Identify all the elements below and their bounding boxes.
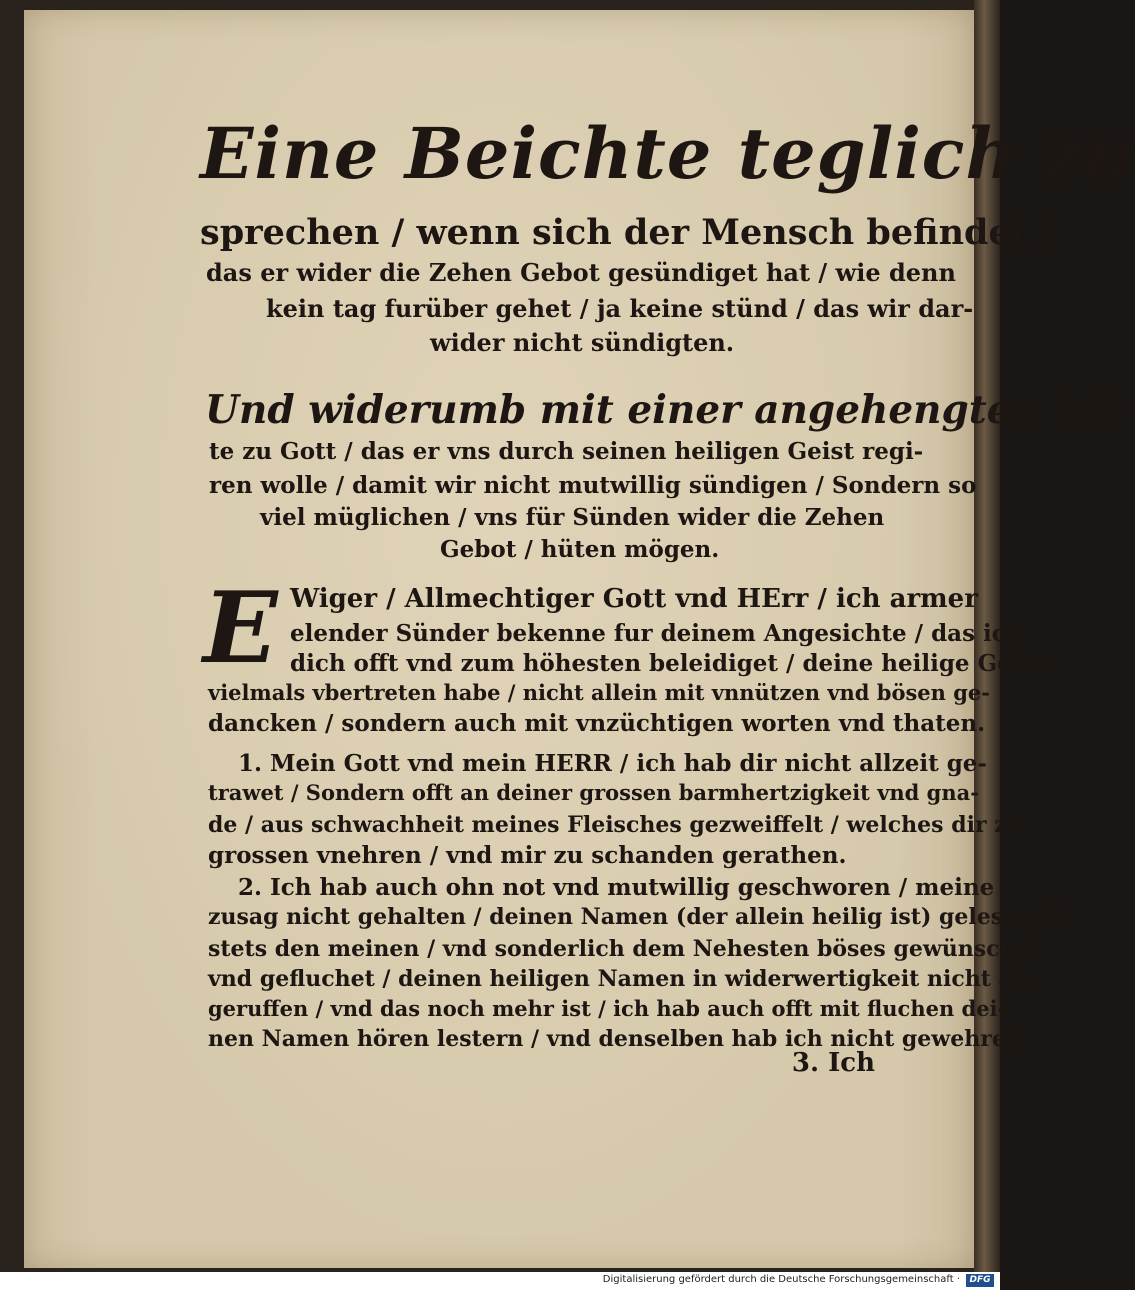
prayer-line: vielmals vbertreten habe / nicht allein mit vnnützen vnd bösen ge- (208, 680, 990, 705)
prayer-line: elender Sünder bekenne fur deinem Angesichte / das ich (290, 620, 1023, 647)
prayer-line: Wiger / Allmechtiger Gott vnd HErr / ich armer (290, 584, 978, 614)
subtitle-line: das er wider die Zehen Gebot gesündiget hat / wie denn (206, 258, 956, 287)
item-1-line: trawet / Sondern offt an deiner grossen barmhertzigkeit vnd gna- (208, 780, 979, 805)
item-1-line: de / aus schwachheit meines Fleisches gezweiffelt / welches dir zu (208, 812, 1023, 838)
second-heading-line: ren wolle / damit wir nicht mutwillig sündigen / Sondern so (209, 472, 977, 499)
second-heading-line: viel müglichen / vns für Sünden wider die Zehen (260, 504, 885, 531)
item-2-line: geruffen / vnd das noch mehr ist / ich hab auch offt mit fluchen dei- (208, 996, 1007, 1021)
subtitle-line: wider nicht sündigten. (430, 328, 735, 357)
second-heading-line: te zu Gott / das er vns durch seinen heiligen Geist regi- (209, 438, 924, 465)
subtitle-line: sprechen / wenn sich der Mensch befindet / (200, 212, 1052, 253)
item-1-line: 1. Mein Gott vnd mein HERR / ich hab dir nicht allzeit ge- (238, 750, 987, 777)
footer-bar (0, 1272, 1000, 1290)
prayer-line: dich offt vnd zum höhesten beleidiget / deine heilige Gebot (290, 650, 1054, 677)
drop-cap-initial: E (203, 571, 278, 686)
item-2-line: vnd gefluchet / deinen heiligen Namen in widerwertigkeit nicht an- (208, 966, 1038, 992)
item-2-line: stets den meinen / vnd sonderlich dem Nehesten böses gewünschet (208, 936, 1040, 962)
second-heading-line: Und widerumb mit einer angehengten bit- (205, 387, 1130, 433)
item-1-line: grossen vnehren / vnd mir zu schanden gerathen. (208, 842, 847, 869)
item-2-line: nen Namen hören lestern / vnd denselben hab ich nicht gewehret. (208, 1026, 1024, 1052)
page-title: Eine Beichte teglich zu (200, 112, 1135, 195)
dfg-logo-icon[interactable]: DFG (966, 1274, 994, 1287)
subtitle-line: kein tag furüber gehet / ja keine stünd / das wir dar- (266, 294, 974, 323)
item-2-line: zusag nicht gehalten / deinen Namen (der allein heilig ist) gelestert / (208, 904, 1065, 930)
item-2-line: 2. Ich hab auch ohn not vnd mutwillig geschworen / meine (238, 874, 995, 901)
catchword: 3. Ich (791, 1048, 875, 1078)
footer-credit-text: Digitalisierung gefördert durch die Deutsche Forschungsgemeinschaft · (602, 1274, 960, 1285)
second-heading-line: Gebot / hüten mögen. (440, 536, 720, 563)
prayer-line: dancken / sondern auch mit vnzüchtigen worten vnd thaten. (208, 710, 986, 737)
